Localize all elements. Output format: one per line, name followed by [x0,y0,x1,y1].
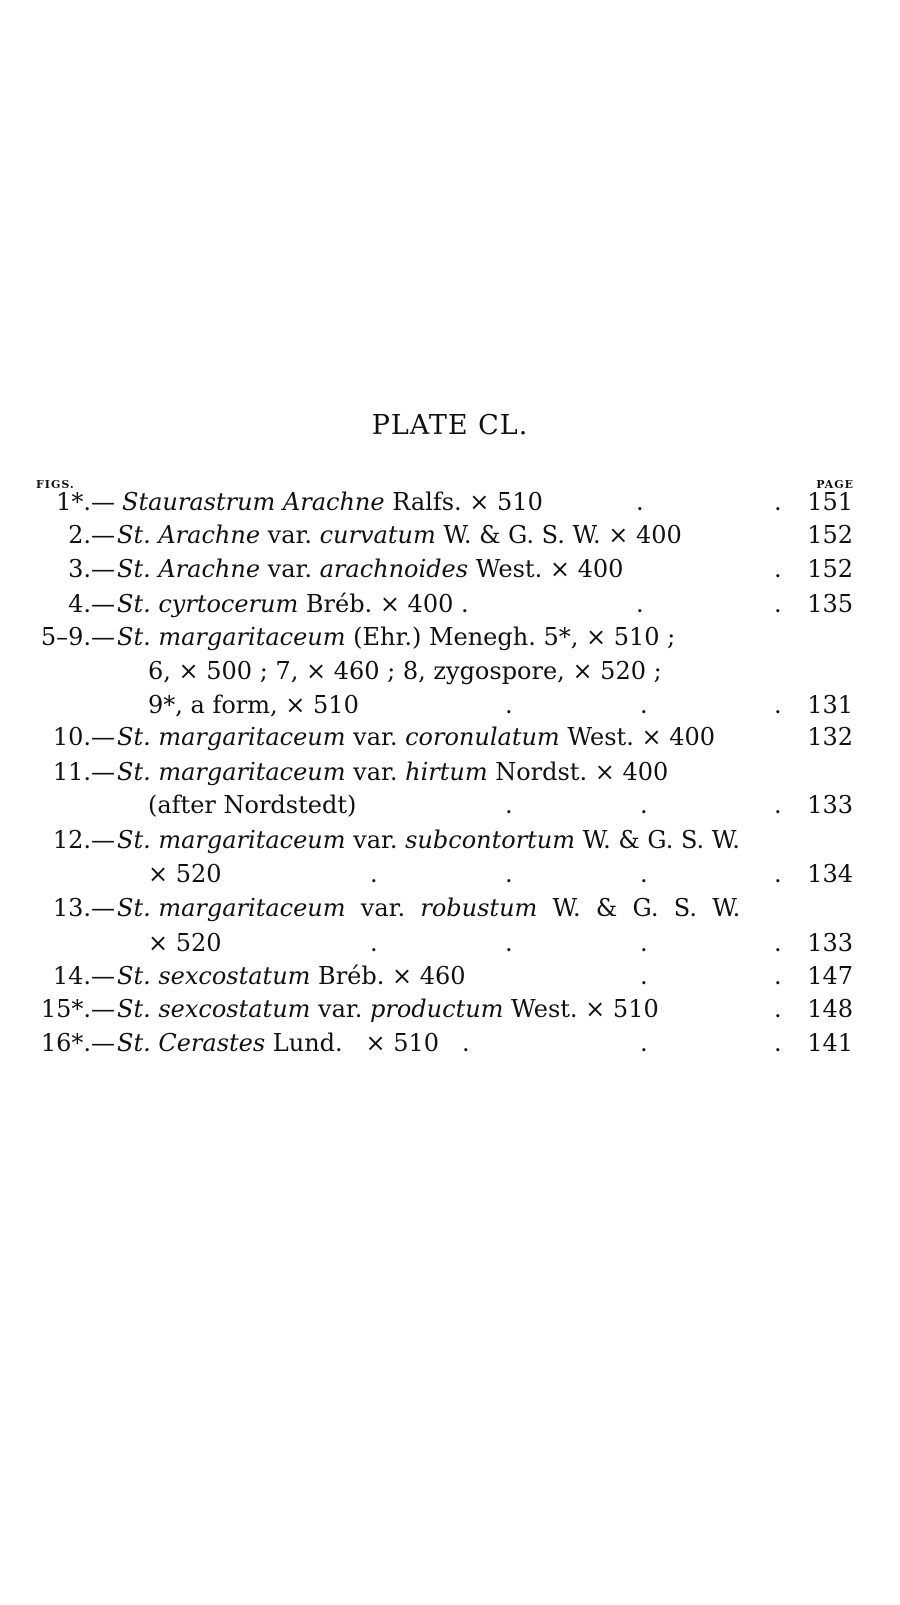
page-number: 148 [807,995,853,1023]
variety-name: curvatum [319,521,436,549]
figure-description [117,962,466,990]
variety-marker: var. [260,555,320,583]
species-name: St. margaritaceum [117,826,346,854]
species-name: St. sexcostatum [117,962,311,990]
figure-description [117,826,740,854]
species-name: St. Arachne [117,521,261,549]
species-name: St. cyrtocerum [117,590,299,618]
page-column-header: PAGE [816,478,854,491]
species-name: St. margaritaceum [117,623,346,651]
continuation-text: × 520 [148,860,222,888]
figure-description [117,995,659,1023]
leader-dot: . [774,860,782,888]
plate-title: PLATE CL. [371,410,529,441]
variety-marker: var. [345,723,406,751]
leader-dot: . [505,791,513,819]
species-authority: Lund. × 510 . [265,1029,470,1057]
figure-entry-3 [0,555,900,589]
figure-number: 16*.— [40,1029,115,1057]
species-authority: W. & G. S. W. × 400 [435,521,682,549]
figure-number: 3.— [68,555,115,583]
species-name: St. Arachne [117,555,261,583]
figure-number: 11.— [52,758,115,786]
leader-dot: . [774,995,782,1023]
figure-entry-5-9 [0,623,900,657]
continuation-text: 6, × 500 ; 7, × 460 ; 8, zygospore, × 520 ; [148,657,662,685]
figure-entry-12-continuation [0,860,900,894]
continuation-text: 9*, a form, × 510 [148,691,359,719]
leader-dot: . [774,791,782,819]
leader-dot: . [370,929,378,957]
species-authority: W. & G. S. W. [575,826,740,854]
variety-marker: var. [345,826,406,854]
species-authority: West. × 400 [468,555,624,583]
variety-marker: var. [345,894,421,922]
figure-entry-11 [0,758,900,792]
figure-entry-15 [0,995,900,1029]
page-number: 141 [807,1029,853,1057]
species-authority: W. & G. S. W. [537,894,741,922]
figure-description [117,623,675,651]
species-name: St. margaritaceum [117,758,346,786]
species-name: St. Cerastes [117,1029,266,1057]
leader-dot: . [640,1029,648,1057]
species-authority: Bréb. × 400 . [298,590,469,618]
figure-number: 4.— [68,590,115,618]
page-number: 152 [807,521,853,549]
figure-entry-11-continuation [0,791,900,825]
figure-entry-5-9-continuation [0,691,900,725]
figure-number: 13.— [52,894,115,922]
page-number: 133 [807,929,853,957]
variety-name: coronulatum [405,723,560,751]
leader-dot: . [505,929,513,957]
leader-dot: . [774,691,782,719]
figure-entry-14 [0,962,900,996]
figure-description [117,1029,470,1057]
page-number: 134 [807,860,853,888]
figure-number: 5–9.— [40,623,115,651]
figure-entry-16 [0,1029,900,1063]
species-authority: (Ehr.) Menegh. 5*, × 510 ; [345,623,676,651]
figure-entry-12 [0,826,900,860]
variety-name: arachnoides [319,555,469,583]
figure-entry-2 [0,521,900,555]
leader-dot: . [640,691,648,719]
page-number: 152 [807,555,853,583]
figure-entry-1 [0,488,900,522]
species-authority: Nordst. × 400 [487,758,669,786]
figure-description [117,590,469,618]
variety-name: robustum [420,894,538,922]
figure-description [122,488,543,516]
figure-entry-5-9-continuation [0,657,900,691]
page-number: 132 [807,723,853,751]
figure-number: 2.— [68,521,115,549]
leader-dot: . [636,590,644,618]
leader-dot: . [370,860,378,888]
figure-entry-13-continuation [0,929,900,963]
species-authority: West. × 400 [559,723,715,751]
figure-number: 10.— [52,723,115,751]
figs-column-header: FIGS. [36,478,75,491]
leader-dot: . [640,962,648,990]
leader-dot: . [640,929,648,957]
page-number: 147 [807,962,853,990]
figure-entry-10 [0,723,900,757]
leader-dot: . [640,860,648,888]
figure-number: 14.— [52,962,115,990]
figure-description [117,758,668,786]
figure-number: 1*.— [56,488,115,516]
leader-dot: . [774,1029,782,1057]
continuation-text: × 520 [148,929,222,957]
leader-dot: . [774,929,782,957]
species-name: Staurastrum Arachne [122,488,385,516]
variety-name: productum [370,995,504,1023]
figure-description [117,521,682,549]
leader-dot: . [774,590,782,618]
page-number: 131 [807,691,853,719]
page-number: 135 [807,590,853,618]
species-name: St. margaritaceum [117,723,346,751]
figure-number: 12.— [52,826,115,854]
variety-marker: var. [310,995,371,1023]
figure-description [117,723,715,751]
figure-description [117,555,623,583]
leader-dot: . [774,488,782,516]
species-authority: Bréb. × 460 [310,962,466,990]
variety-name: hirtum [405,758,488,786]
leader-dot: . [774,962,782,990]
continuation-text: (after Nordstedt) [148,791,357,819]
species-authority: West. × 510 [503,995,659,1023]
page-number: 133 [807,791,853,819]
leader-dot: . [505,860,513,888]
species-authority: Ralfs. × 510 [384,488,543,516]
leader-dot: . [636,488,644,516]
figure-entry-13 [0,894,900,928]
species-name: St. sexcostatum [117,995,311,1023]
variety-name: subcontortum [405,826,576,854]
figure-description [117,894,740,922]
figure-number: 15*.— [40,995,115,1023]
variety-marker: var. [345,758,406,786]
variety-marker: var. [260,521,320,549]
page-number: 151 [807,488,853,516]
leader-dot: . [505,691,513,719]
leader-dot: . [774,555,782,583]
figure-entry-4 [0,590,900,624]
species-name: St. margaritaceum [117,894,346,922]
leader-dot: . [640,791,648,819]
